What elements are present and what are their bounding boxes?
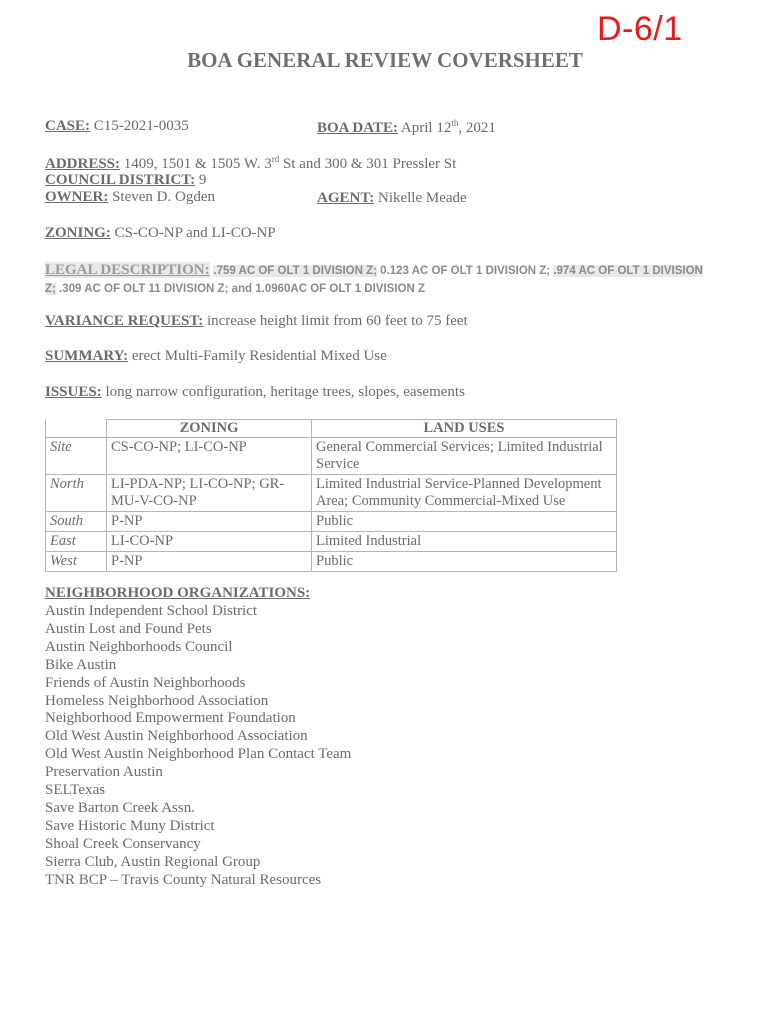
list-item: Save Barton Creek Assn. (45, 799, 195, 816)
row-zoning: P-NP (107, 512, 312, 532)
header-zoning: ZONING (107, 420, 312, 438)
row-direction: South (46, 512, 107, 532)
list-item: Austin Neighborhoods Council (45, 638, 233, 655)
row-direction: East (46, 532, 107, 552)
variance-label: VARIANCE REQUEST: (45, 313, 204, 329)
owner-line (45, 189, 215, 206)
header-blank (46, 420, 107, 438)
legal-part-5: .309 AC OF OLT 11 DIVISION Z; and 1.0960AC OF OLT 1 DIVISION Z (55, 283, 425, 295)
row-zoning: P-NP (107, 552, 312, 572)
legal-part-4: Z; (45, 283, 56, 295)
list-item: Old West Austin Neighborhood Association (45, 728, 308, 745)
zoning-table (45, 419, 617, 572)
row-land-use: Limited Industrial (312, 532, 617, 552)
variance-line (45, 313, 468, 330)
row-direction: Site (46, 438, 107, 475)
agent-line (317, 190, 467, 207)
header-land-uses: LAND USES (312, 420, 617, 438)
case-line (45, 118, 189, 135)
row-land-use: Limited Industrial Service-Planned Development Area; Community Commercial-Mixed Use (312, 475, 617, 512)
zoning-line (45, 225, 276, 242)
list-item: Bike Austin (45, 656, 117, 673)
row-land-use: General Commercial Services; Limited Industrial Service (312, 438, 617, 475)
list-item: Homeless Neighborhood Association (45, 692, 269, 709)
issues-value: long narrow configuration, heritage trees, slopes, easements (105, 384, 465, 400)
zoning-value: CS-CO-NP and LI-CO-NP (114, 225, 276, 241)
issues-label: ISSUES: (45, 384, 102, 400)
case-value: C15-2021-0035 (93, 118, 189, 134)
page-title: BOA GENERAL REVIEW COVERSHEET (187, 48, 583, 72)
row-zoning: LI-PDA-NP; LI-CO-NP; GR-MU-V-CO-NP (107, 475, 312, 512)
row-land-use: Public (312, 552, 617, 572)
list-item: Friends of Austin Neighborhoods (45, 674, 246, 691)
owner-label: OWNER: (45, 189, 109, 205)
list-item: Neighborhood Empowerment Foundation (45, 710, 296, 727)
summary-line (45, 348, 387, 365)
row-direction: North (46, 475, 107, 512)
council-district-line (45, 172, 206, 189)
legal-description-line-2 (45, 280, 425, 297)
table-row (46, 532, 617, 552)
zoning-table-header (46, 420, 617, 438)
list-item: SELTexas (45, 782, 106, 799)
list-item: Preservation Austin (45, 764, 163, 781)
boa-date-line (317, 118, 496, 137)
legal-part-3: .974 AC OF OLT 1 DIVISION (553, 265, 703, 277)
address-label: ADDRESS: (45, 156, 121, 172)
list-item: Austin Independent School District (45, 603, 258, 619)
owner-value: Steven D. Ogden (112, 189, 215, 205)
row-zoning: LI-CO-NP (107, 532, 312, 552)
issues-line (45, 384, 465, 401)
boa-date-value: April 12th, 2021 (400, 118, 496, 136)
list-item: Old West Austin Neighborhood Plan Contact Team (45, 746, 352, 763)
zoning-label: ZONING: (45, 225, 111, 241)
address-value: 1409, 1501 & 1505 W. 3rd St and 300 & 301 Pressler St (123, 154, 457, 172)
agent-value: Nikelle Meade (377, 190, 467, 206)
list-item: Save Historic Muny District (45, 817, 215, 834)
legal-part-1: .759 AC OF OLT 1 DIVISION Z; (213, 265, 377, 277)
council-district-value: 9 (198, 172, 207, 188)
boa-date-label: BOA DATE: (317, 120, 398, 136)
list-item: Sierra Club, Austin Regional Group (45, 853, 261, 870)
case-label: CASE: (45, 118, 91, 134)
list-item: TNR BCP – Travis County Natural Resources (45, 871, 322, 888)
row-zoning: CS-CO-NP; LI-CO-NP (107, 438, 312, 475)
neighborhood-orgs-title: NEIGHBORHOOD ORGANIZATIONS: (45, 585, 311, 601)
table-row (46, 475, 617, 512)
legal-description-label: LEGAL DESCRIPTION: (45, 262, 210, 278)
summary-label: SUMMARY: (45, 348, 129, 364)
neighborhood-orgs-list (45, 603, 351, 890)
list-item: Austin Lost and Found Pets (45, 620, 212, 637)
legal-description-line-1 (45, 262, 703, 279)
table-row (46, 512, 617, 532)
legal-part-2: 0.123 AC OF OLT 1 DIVISION Z; (376, 265, 554, 277)
table-row (46, 438, 617, 475)
row-land-use: Public (312, 512, 617, 532)
row-direction: West (46, 552, 107, 572)
table-row (46, 552, 617, 572)
list-item: Shoal Creek Conservancy (45, 835, 201, 852)
address-line (45, 154, 456, 173)
page-stamp: D-6/1 (597, 10, 683, 48)
variance-value: increase height limit from 60 feet to 75 feet (206, 313, 468, 329)
summary-value: erect Multi-Family Residential Mixed Use (131, 348, 387, 364)
agent-label: AGENT: (317, 190, 375, 206)
council-district-label: COUNCIL DISTRICT: (45, 172, 196, 188)
